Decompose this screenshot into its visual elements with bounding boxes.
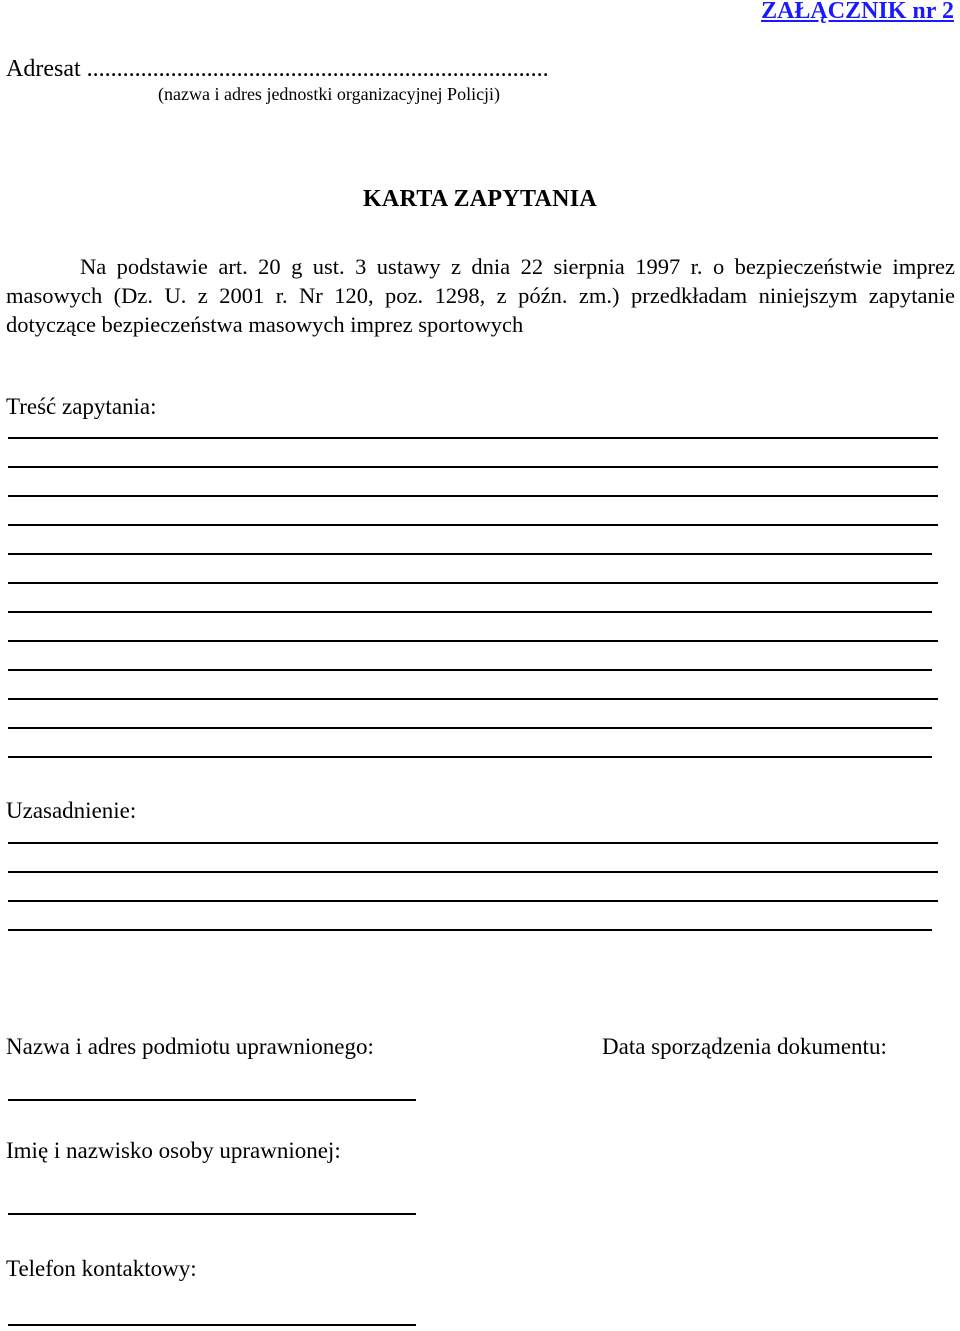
signature-line bbox=[8, 1324, 416, 1326]
page-title: KARTA ZAPYTANIA bbox=[362, 186, 598, 212]
writing-line bbox=[8, 929, 932, 931]
writing-line bbox=[8, 437, 938, 439]
justification-field[interactable] bbox=[6, 826, 938, 936]
signature-line bbox=[8, 1213, 416, 1215]
contact-phone-label: Telefon kontaktowy: bbox=[6, 1256, 197, 1281]
authorized-person-field[interactable] bbox=[6, 1190, 418, 1218]
writing-line bbox=[8, 669, 932, 671]
addressee-label: Adresat ............................................................................. bbox=[6, 56, 549, 82]
writing-line bbox=[8, 842, 938, 844]
writing-line bbox=[8, 611, 932, 613]
writing-line bbox=[8, 495, 938, 497]
document-date-field[interactable] bbox=[600, 1068, 940, 1092]
authorized-person-label: Imię i nazwisko osoby uprawnionej: bbox=[6, 1138, 341, 1163]
writing-line bbox=[8, 582, 938, 584]
entity-name-address-label: Nazwa i adres podmiotu uprawnionego: bbox=[6, 1034, 374, 1059]
writing-line bbox=[8, 640, 938, 642]
query-content-field[interactable] bbox=[6, 420, 938, 760]
writing-line bbox=[8, 524, 938, 526]
writing-line bbox=[8, 698, 938, 700]
entity-name-address-field[interactable] bbox=[6, 1076, 418, 1104]
signature-line bbox=[8, 1099, 416, 1101]
writing-line bbox=[8, 756, 932, 758]
writing-line bbox=[8, 900, 938, 902]
justification-label: Uzasadnienie: bbox=[6, 798, 137, 823]
contact-phone-field[interactable] bbox=[6, 1300, 418, 1328]
addressee-note: (nazwa i adres jednostki organizacyjnej Policji) bbox=[158, 84, 501, 104]
query-content-label: Treść zapytania: bbox=[6, 394, 157, 419]
writing-line bbox=[8, 727, 932, 729]
intro-paragraph: Na podstawie art. 20 g ust. 3 ustawy z dnia 22 sierpnia 1997 r. o bezpieczeństwie imprez masowych (Dz. U. z 2001 r. Nr 120, poz. 1298, z późn. zm.) przedkładam niniejszym zapytanie dotyczące bezpieczeństwa masowych imprez sportowych bbox=[6, 254, 955, 337]
writing-line bbox=[8, 466, 938, 468]
annex-label: ZAŁĄCZNIK nr 2 bbox=[761, 0, 954, 24]
writing-line bbox=[8, 553, 932, 555]
writing-line bbox=[8, 871, 938, 873]
document-date-label: Data sporządzenia dokumentu: bbox=[602, 1034, 887, 1059]
